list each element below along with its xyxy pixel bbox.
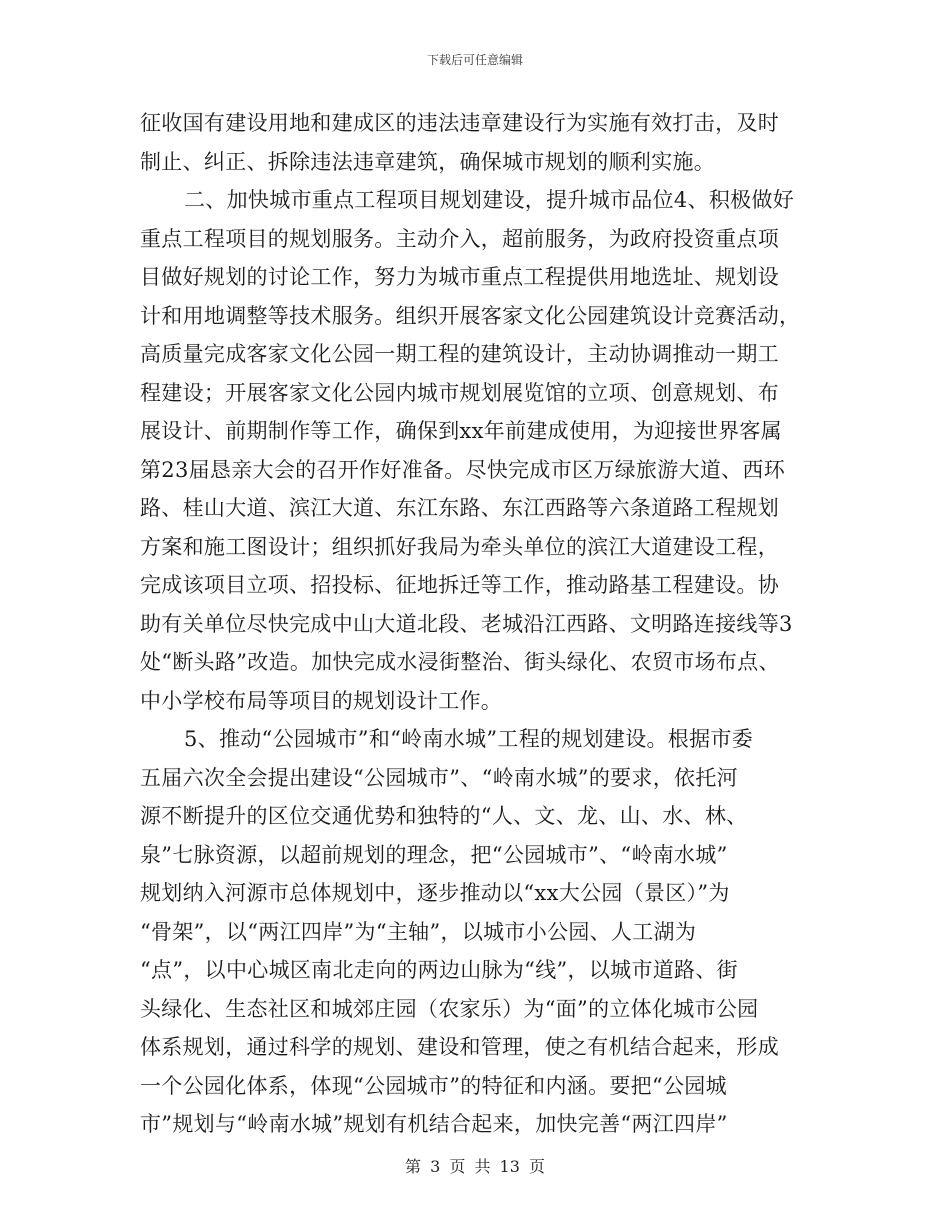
text-line: “点”，以中心城区南北走向的两边山脉为“线”，以城市道路、街 xyxy=(140,958,738,982)
text-line: 助有关单位尽快完成中山大道北段、老城沿江西路、文明路连接线等3 xyxy=(140,611,793,636)
text-line: 体系规划，通过科学的规划、建设和管理，使之有机结合起来，形成 xyxy=(140,1035,779,1059)
text-line: 头绿化、生态社区和城郊庄园（农家乐）为“面”的立体化城市公园 xyxy=(140,996,759,1021)
text-line: 完成该项目立项、招投标、征地拆迁等工作，推动路基工程建设。协 xyxy=(140,573,779,597)
paragraph-start-line: 二、加快城市重点工程项目规划建设，提升城市品位4、积极做好 xyxy=(184,188,795,212)
text-line: 方案和施工图设计；组织抓好我局为牵头单位的滨江大道建设工程， xyxy=(140,534,779,559)
text-line: 程建设；开展客家文化公园内城市规划展览馆的立项、创意规划、布 xyxy=(140,380,779,405)
text-line: 源不断提升的区位交通优势和独特的“人、文、龙、山、水、林、 xyxy=(140,804,748,828)
text-line: 规划纳入河源市总体规划中，逐步推动以“xx大公园（景区）”为 xyxy=(140,881,730,905)
text-line: “骨架”，以“两江四岸”为“主轴”，以城市小公园、人工湖为 xyxy=(140,919,697,944)
text-line: 泉”七脉资源，以超前规划的理念，把“公园城市”、“岭南水城” xyxy=(140,842,728,867)
text-line: 征收国有建设用地和建成区的违法违章建设行为实施有效打击，及时 xyxy=(140,111,779,135)
text-line: 第23届恳亲大会的召开作好准备。尽快完成市区万绿旅游大道、西环 xyxy=(140,457,786,482)
text-line: 五届六次全会提出建设“公园城市”、“岭南水城”的要求，依托河 xyxy=(140,765,738,790)
text-line: 处“断头路”改造。加快完成水浸街整治、街头绿化、农贸市场布点、 xyxy=(140,650,780,674)
text-line: 重点工程项目的规划服务。主动介入，超前服务，为政府投资重点项 xyxy=(140,226,779,251)
page-header: 下载后可任意编辑 xyxy=(426,53,523,67)
text-line: 路、桂山大道、滨江大道、东江东路、东江西路等六条道路工程规划 xyxy=(140,496,779,520)
text-line: 展设计、前期制作等工作，确保到xx年前建成使用，为迎接世界客属 xyxy=(140,419,782,443)
paragraph-start-line: 5、推动“公园城市”和“岭南水城”工程的规划建设。根据市委 xyxy=(184,727,754,751)
page-number-footer: 第 3 页 共 13 页 xyxy=(405,1157,545,1176)
text-line: 目做好规划的讨论工作，努力为城市重点工程提供用地选址、规划设 xyxy=(140,265,779,289)
text-line: 制止、纠正、拆除违法违章建筑，确保城市规划的顺利实施。 xyxy=(140,149,716,174)
text-line: 市”规划与“岭南水城”规划有机结合起来，加快完善“两江四岸” xyxy=(140,1112,728,1136)
text-line: 一个公园化体系，体现“公园城市”的特征和内涵。要把“公园城 xyxy=(140,1073,727,1098)
text-line: 计和用地调整等技术服务。组织开展客家文化公园建筑设计竞赛活动， xyxy=(140,303,801,328)
text-line: 中小学校布局等项目的规划设计工作。 xyxy=(140,688,503,713)
text-line: 高质量完成客家文化公园一期工程的建筑设计，主动协调推动一期工 xyxy=(140,342,779,366)
document-body xyxy=(140,104,820,1144)
